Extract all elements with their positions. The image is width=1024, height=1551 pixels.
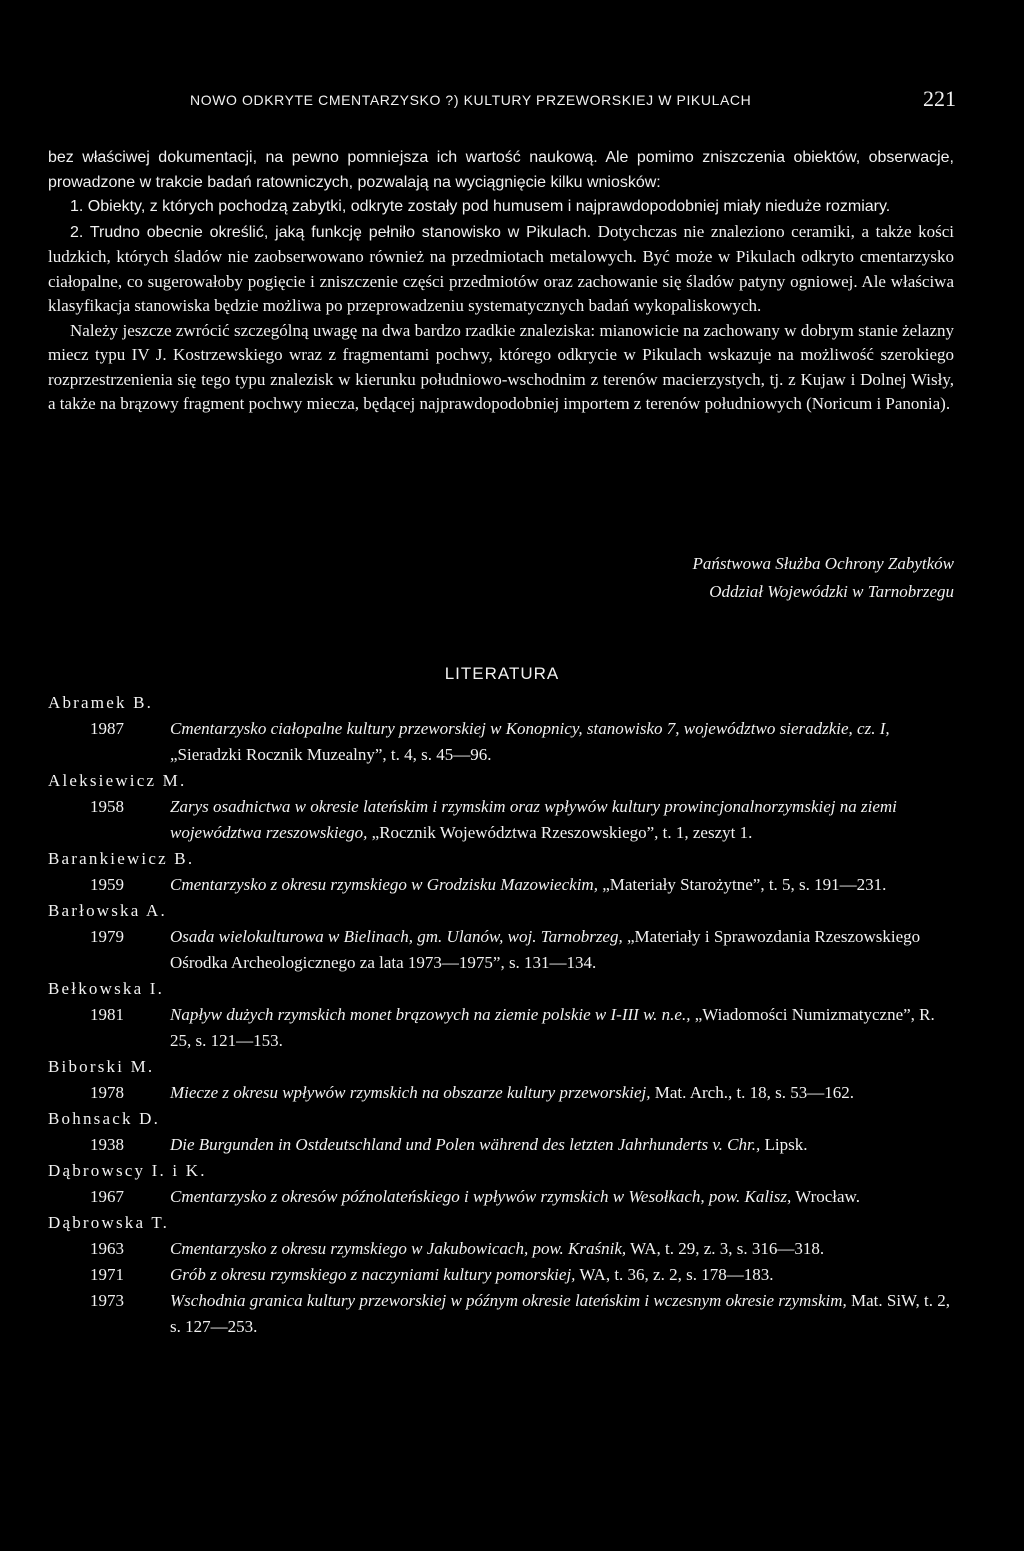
bib-year: 1987 <box>90 719 124 738</box>
bib-year: 1979 <box>90 927 124 946</box>
affiliation-line-1: Państwowa Służba Ochrony Zabytków <box>692 554 954 573</box>
bib-reference <box>170 924 958 976</box>
bib-entry <box>48 1080 958 1106</box>
bib-source: Wrocław. <box>791 1187 860 1206</box>
bib-year: 1938 <box>90 1135 124 1154</box>
bib-title: Cmentarzysko z okresu rzymskiego w Jakubowicach, pow. Kraśnik, <box>170 1239 627 1258</box>
bib-author: Bohnsack D. <box>48 1109 161 1128</box>
bib-reference <box>170 1184 958 1210</box>
bib-title: Miecze z okresu wpływów rzymskich na obszarze kultury przeworskiej, <box>170 1083 651 1102</box>
bib-entry <box>48 716 958 768</box>
bib-source: Lipsk. <box>760 1135 808 1154</box>
bib-entry <box>48 1288 958 1340</box>
bib-entry <box>48 1236 958 1262</box>
paragraph-point-2 <box>48 220 954 319</box>
bib-title: Napływ dużych rzymskich monet brązowych na ziemie polskie w I-III w. n.e., <box>170 1005 691 1024</box>
body-text <box>48 146 954 417</box>
bib-title: Grób z okresu rzymskiego z naczyniami kultury pomorskiej, <box>170 1265 576 1284</box>
bib-author: Aleksiewicz M. <box>48 771 187 790</box>
bib-source: Mat. Arch., t. 18, s. 53—162. <box>650 1083 855 1102</box>
bib-source: „Rocznik Województwa Rzeszowskiego”, t. 1, zeszyt 1. <box>367 823 753 842</box>
bib-reference <box>170 872 958 898</box>
literature-heading: LITERATURA <box>444 664 560 683</box>
point-2-lead: 2. Trudno obecnie określić, jaką funkcję pełniło stanowisko w Pikulach. <box>70 223 592 241</box>
bib-entry <box>48 1262 958 1288</box>
bib-source: „Wiadomości Numizmatyczne”, R. 25, s. 121—153. <box>170 1005 935 1050</box>
bib-reference <box>170 1132 958 1158</box>
bib-title: Cmentarzysko ciałopalne kultury przeworskiej w Konopnicy, stanowisko 7, województwo sieradzkie, cz. I, <box>170 719 890 738</box>
bib-source: Mat. SiW, t. 2, s. 127—253. <box>170 1291 951 1336</box>
bib-year: 1958 <box>90 797 124 816</box>
bib-entry <box>48 1184 958 1210</box>
bib-author: Barłowska A. <box>48 901 167 920</box>
bib-author: Abramek B. <box>48 693 154 712</box>
bib-year: 1978 <box>90 1083 124 1102</box>
bib-author: Dąbrowscy I. i K. <box>48 1161 207 1180</box>
bib-year: 1971 <box>90 1265 124 1284</box>
affiliation-line-2: Oddział Wojewódzki w Tarnobrzegu <box>709 582 954 601</box>
paragraph-point-1: 1. Obiekty, z których pochodzą zabytki, odkryte zostały pod humusem i najprawdopodobniej miały nieduże rozmiary. <box>70 198 891 215</box>
bib-year: 1959 <box>90 875 124 894</box>
bib-source: „Sieradzki Rocznik Muzealny”, t. 4, s. 45—96. <box>170 745 492 764</box>
bib-source: WA, t. 36, z. 2, s. 178—183. <box>575 1265 774 1284</box>
bib-title: Osada wielokulturowa w Bielinach, gm. Ulanów, woj. Tarnobrzeg, <box>170 927 623 946</box>
bib-entry <box>48 872 958 898</box>
paragraph-1: bez właściwej dokumentacji, na pewno pomniejsza ich wartość naukową. Ale pomimo zniszczenia obiektów, obserwacje, prowadzone w trakcie badań ratowniczych, pozwalają na wyciągnięcie kilku wniosków: <box>48 149 954 191</box>
bib-year: 1973 <box>90 1291 124 1310</box>
bib-author: Biborski M. <box>48 1057 155 1076</box>
point-2-end: Być może w Pikulach odkryto cmentarzysko ciałopalne, co sugerowałoby pogięcie i zniszczenie części przedmiotów oraz zachowanie się śladów patyny ogniowej. Ale właściwa klasyfikacja stanowiska będzie możliwa po przeprowadzeniu systematycznych badań wykopaliskowych. <box>48 247 954 315</box>
bib-title: Cmentarzysko z okresu rzymskiego w Grodzisku Mazowieckim, <box>170 875 598 894</box>
bib-title: Die Burgunden in Ostdeutschland und Polen während des letzten Jahrhunderts v. Chr., <box>170 1135 761 1154</box>
author-affiliation <box>693 550 954 606</box>
bib-author: Dąbrowska T. <box>48 1213 170 1232</box>
bib-year: 1967 <box>90 1187 124 1206</box>
bib-entry <box>48 1132 958 1158</box>
bib-title: Zarys osadnictwa w okresie lateńskim i rzymskim oraz wpływów kultury prowincjonalnorzymskiej na ziemi województwa rzeszowskiego, <box>170 797 897 842</box>
bib-entry <box>48 1002 958 1054</box>
bib-title: Wschodnia granica kultury przeworskiej w późnym okresie lateńskim i wczesnym okresie rzymskim, <box>170 1291 847 1310</box>
bib-author: Bełkowska I. <box>48 979 165 998</box>
bib-year: 1981 <box>90 1005 124 1024</box>
bib-reference <box>170 1002 958 1054</box>
bib-reference <box>170 1080 958 1106</box>
bib-reference <box>170 716 958 768</box>
point-2-mid: Dotychczas nie znaleziono ceramiki, a także kości ludzkich, których śladów nie zaobserwowano również na przedmiotach metalowych. <box>48 221 955 266</box>
bib-year: 1963 <box>90 1239 124 1258</box>
running-header <box>190 86 956 116</box>
bib-reference <box>170 794 958 846</box>
bib-reference <box>170 1288 958 1340</box>
bib-source: WA, t. 29, z. 3, s. 316—318. <box>626 1239 825 1258</box>
bib-title: Cmentarzysko z okresów późnolateńskiego i wpływów rzymskich w Wesołkach, pow. Kalisz, <box>170 1187 792 1206</box>
bib-reference <box>170 1262 958 1288</box>
paragraph-finds: Należy jeszcze zwrócić szczególną uwagę na dwa bardzo rzadkie znaleziska: mianowicie na zachowany w dobrym stanie żelazny miecz typu IV J. Kostrzewskiego wraz z fragmentami pochwy, którego odkrycie w Pikulach wskazuje na możliwość szerokiego rozprzestrzenienia się tego typu znalezisk w kierunku południowo-wschodnim z terenów macierzystych, tj. z Kujaw i Dolnej Wisły, a także na brązowy fragment pochwy miecza, będącej najprawdopodobniej importem z terenów południowych (Noricum i Panonia). <box>48 320 954 413</box>
bib-source: „Materiały i Sprawozdania Rzeszowskiego Ośrodka Archeologicznego za lata 1973—1975”, s. 131—134. <box>170 927 921 972</box>
bibliography <box>48 690 958 1340</box>
bib-entry <box>48 794 958 846</box>
bib-reference <box>170 1236 958 1262</box>
running-title: NOWO ODKRYTE CMENTARZYSKO ?) KULTURY PRZEWORSKIEJ W PIKULACH <box>190 92 752 108</box>
bib-source: „Materiały Starożytne”, t. 5, s. 191—231. <box>597 875 887 894</box>
bib-entry <box>48 924 958 976</box>
bib-author: Barankiewicz B. <box>48 849 195 868</box>
page-number: 221 <box>923 86 956 111</box>
